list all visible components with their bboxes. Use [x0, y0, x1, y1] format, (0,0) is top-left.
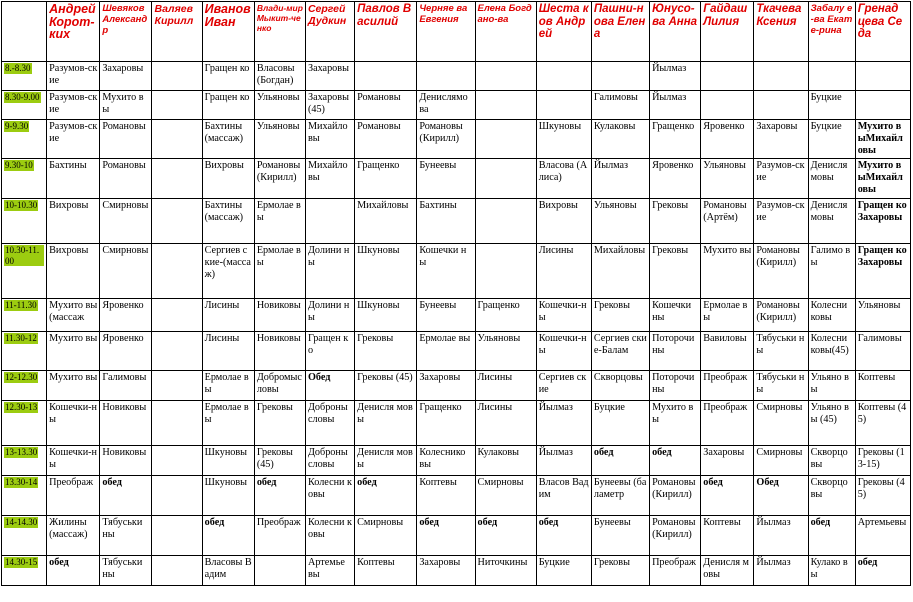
schedule-cell: Мухито вы [650, 401, 701, 446]
schedule-cell: Йылмаз [650, 62, 701, 91]
schedule-cell: Йылмаз [650, 91, 701, 120]
schedule-cell: Мухито вы(массаж [47, 299, 100, 332]
schedule-cell: Скворцовы [591, 371, 649, 401]
time-cell [2, 62, 47, 91]
schedule-cell: Михайловы [355, 199, 417, 244]
table-row [2, 556, 911, 586]
schedule-cell: Яровенко [650, 159, 701, 199]
schedule-cell: Разумов-ские [754, 199, 808, 244]
header-staff-name: Гайдаш Лилия [701, 2, 754, 62]
schedule-cell: Йылмаз [754, 516, 808, 556]
time-cell [2, 299, 47, 332]
schedule-cell [152, 120, 202, 159]
schedule-cell: Лисины [475, 401, 536, 446]
schedule-cell: Вихровы [47, 244, 100, 299]
time-label: 8.30-9.00 [5, 92, 40, 102]
schedule-cell: Бахтины (массаж) [202, 120, 254, 159]
schedule-cell: Сергиев ские [536, 371, 591, 401]
schedule-cell: обед [591, 446, 649, 476]
schedule-cell: Вихровы [47, 199, 100, 244]
schedule-cell: Грековы (45) [855, 476, 910, 516]
time-cell [2, 446, 47, 476]
schedule-cell: Романовы [355, 120, 417, 159]
table-row [2, 120, 911, 159]
time-label: 13.30-14 [5, 477, 38, 487]
schedule-cell: Яровенко [701, 120, 754, 159]
schedule-cell: Лисины [202, 299, 254, 332]
schedule-cell: Грековы [650, 244, 701, 299]
schedule-cell: обед [202, 516, 254, 556]
schedule-cell: Кошечки-ны [536, 332, 591, 371]
schedule-cell: Коптевы [855, 371, 910, 401]
schedule-cell: Ермолае вы [254, 199, 305, 244]
schedule-cell: Тябуськи ны [100, 556, 152, 586]
schedule-cell: Ульяновы [855, 299, 910, 332]
schedule-cell: Ермолае вы [254, 244, 305, 299]
schedule-cell: Ермолае вы [202, 401, 254, 446]
schedule-cell: Кошечки ны [417, 244, 475, 299]
schedule-cell: Буцкие [808, 91, 855, 120]
schedule-cell: Мухито выМихайл овы [855, 159, 910, 199]
schedule-cell: Преображ [701, 401, 754, 446]
time-label: 12.30-13 [5, 402, 38, 412]
schedule-cell: Михайло вы [305, 120, 354, 159]
schedule-cell: Йылмаз [754, 556, 808, 586]
schedule-cell: Романовы (Кирилл) [417, 120, 475, 159]
header-staff-name: Сергей Дудкин [305, 2, 354, 62]
schedule-cell: Поторочи ны [650, 371, 701, 401]
schedule-cell: Смирновы [100, 199, 152, 244]
schedule-cell: Денисля мовы [355, 446, 417, 476]
schedule-cell: Жилины (массаж) [47, 516, 100, 556]
schedule-cell: Вавиловы [701, 332, 754, 371]
schedule-cell: Йылмаз [536, 401, 591, 446]
schedule-cell: Захаровы [100, 62, 152, 91]
schedule-cell: Денисля мовы [701, 556, 754, 586]
schedule-cell: Грековы [355, 332, 417, 371]
schedule-cell: Гращенко [650, 120, 701, 159]
schedule-cell: Грековы (45) [254, 446, 305, 476]
schedule-cell: Захаровы [305, 62, 354, 91]
table-row [2, 62, 911, 91]
schedule-cell: Гращенко [417, 401, 475, 446]
schedule-cell: Смирновы [475, 476, 536, 516]
header-staff-name: Павлов Василий [355, 2, 417, 62]
time-cell [2, 332, 47, 371]
schedule-cell: Денисля мовы [808, 159, 855, 199]
schedule-cell [152, 401, 202, 446]
schedule-cell: Романовы (Кирилл) [254, 159, 305, 199]
schedule-cell: Поторочи ны [650, 332, 701, 371]
table-row [2, 371, 911, 401]
time-cell [2, 371, 47, 401]
schedule-cell: Смирновы [355, 516, 417, 556]
schedule-cell: Яровенко [100, 299, 152, 332]
schedule-cell: Вихровы [536, 199, 591, 244]
schedule-cell: Галимовы [855, 332, 910, 371]
schedule-cell: Денисля мовы [808, 199, 855, 244]
schedule-cell: Преображ [47, 476, 100, 516]
schedule-cell [355, 62, 417, 91]
schedule-cell: Добромыс ловы [254, 371, 305, 401]
schedule-cell: Галимовы [591, 91, 649, 120]
header-staff-name: Шеста ков Андрей [536, 2, 591, 62]
schedule-cell: Шкуновы [355, 299, 417, 332]
schedule-cell: Артемье вы [305, 556, 354, 586]
schedule-cell: обед [47, 556, 100, 586]
schedule-cell: Доброны словы [305, 446, 354, 476]
schedule-cell [701, 91, 754, 120]
schedule-cell: Гращен ко [202, 62, 254, 91]
schedule-cell [536, 91, 591, 120]
schedule-cell: Гращен ко Захаровы [855, 244, 910, 299]
schedule-cell: Коптевы [355, 556, 417, 586]
schedule-cell: Лисины [202, 332, 254, 371]
schedule-cell: Захаровы [701, 446, 754, 476]
schedule-cell: Разумов-ские [754, 159, 808, 199]
schedule-cell: Кошечки-ны [536, 299, 591, 332]
schedule-cell [152, 446, 202, 476]
schedule-cell: обед [701, 476, 754, 516]
schedule-cell: Буцкие [536, 556, 591, 586]
schedule-cell: Бахтины [417, 199, 475, 244]
schedule-cell [152, 371, 202, 401]
time-label: 10.30-11.00 [4, 245, 44, 266]
schedule-cell [152, 516, 202, 556]
table-row [2, 244, 911, 299]
schedule-cell: Разумов-ские [47, 91, 100, 120]
schedule-cell: Гращен ко [202, 91, 254, 120]
schedule-cell: Романовы (Кирилл) [650, 516, 701, 556]
schedule-cell: Михайло вы [305, 159, 354, 199]
schedule-cell: Буцкие [808, 120, 855, 159]
table-row [2, 159, 911, 199]
header-corner [2, 2, 47, 62]
schedule-cell: Скворцо вы [808, 446, 855, 476]
schedule-cell: Колесни ковы [305, 516, 354, 556]
schedule-cell: Колеснико вы [417, 446, 475, 476]
time-cell [2, 120, 47, 159]
time-cell [2, 556, 47, 586]
schedule-cell [152, 556, 202, 586]
table-row [2, 476, 911, 516]
schedule-cell: Колесни ковы [305, 476, 354, 516]
schedule-cell [536, 62, 591, 91]
time-label: 14.30-15 [5, 557, 38, 567]
schedule-cell: Ульяновы [254, 120, 305, 159]
table-row [2, 91, 911, 120]
schedule-cell: Ермолае вы [417, 332, 475, 371]
schedule-cell: Преображ [254, 516, 305, 556]
time-cell [2, 199, 47, 244]
header-staff-name: Валяев Кирилл [152, 2, 202, 62]
schedule-cell: Ульяно вы [808, 371, 855, 401]
schedule-cell [152, 244, 202, 299]
schedule-cell [855, 62, 910, 91]
schedule-cell: обед [100, 476, 152, 516]
schedule-cell: Шкуновы [355, 244, 417, 299]
schedule-cell: Лисины [475, 371, 536, 401]
schedule-cell: Бахтины (массаж) [202, 199, 254, 244]
schedule-cell [475, 62, 536, 91]
schedule-cell [152, 199, 202, 244]
schedule-cell [808, 62, 855, 91]
time-cell [2, 516, 47, 556]
schedule-cell: Новиковы [254, 299, 305, 332]
schedule-cell: Мухито вы [701, 244, 754, 299]
schedule-cell: Романовы (Кирилл) [650, 476, 701, 516]
schedule-cell: Галимо вы [808, 244, 855, 299]
schedule-cell: Кошечки-ны [47, 446, 100, 476]
schedule-cell: Шкуновы [202, 476, 254, 516]
schedule-cell: Мухито вы [47, 332, 100, 371]
schedule-cell: Коптевы [417, 476, 475, 516]
schedule-cell: Грековы [650, 199, 701, 244]
schedule-cell: Смирновы [754, 446, 808, 476]
schedule-cell: Власовы Вадим [202, 556, 254, 586]
schedule-cell: Ульяновы [591, 199, 649, 244]
schedule-cell: Захаровы [754, 120, 808, 159]
schedule-cell [254, 556, 305, 586]
schedule-cell: Денисля мовы [355, 401, 417, 446]
schedule-cell: Романовы [100, 120, 152, 159]
schedule-cell [475, 91, 536, 120]
schedule-cell: Ульяновы [475, 332, 536, 371]
schedule-cell: Лисины [536, 244, 591, 299]
schedule-cell: Артемьевы [855, 516, 910, 556]
schedule-cell: Тябуськи ны [754, 371, 808, 401]
schedule-cell: Романовы (Кирилл) [754, 244, 808, 299]
schedule-cell: Захаровы (45) [305, 91, 354, 120]
schedule-cell: Кулаковы [591, 120, 649, 159]
time-cell [2, 244, 47, 299]
table-row [2, 401, 911, 446]
schedule-cell: Кошечки ны [650, 299, 701, 332]
schedule-cell: Бунеевы [591, 516, 649, 556]
schedule-cell: Мухито вы [47, 371, 100, 401]
schedule-cell: Романовы (Артём) [701, 199, 754, 244]
schedule-cell: Шкуновы [536, 120, 591, 159]
schedule-cell: Ермолае вы [701, 299, 754, 332]
schedule-cell [475, 159, 536, 199]
schedule-cell: Галимовы [100, 371, 152, 401]
schedule-cell [152, 332, 202, 371]
header-row [2, 2, 911, 62]
schedule-cell: Обед [754, 476, 808, 516]
schedule-cell: Бунеевы [417, 159, 475, 199]
time-label: 9.30-10 [5, 160, 33, 170]
schedule-cell: Бахтины [47, 159, 100, 199]
header-staff-name: Юнусо-ва Анна [650, 2, 701, 62]
schedule-cell [152, 62, 202, 91]
schedule-cell: Скворцо вы [808, 476, 855, 516]
header-staff-name: Андрей Корот-ких [47, 2, 100, 62]
schedule-cell: Колесни ковы(45) [808, 332, 855, 371]
schedule-cell [152, 159, 202, 199]
schedule-cell: Тябуськи ны [100, 516, 152, 556]
schedule-cell: Кошечки-ны [47, 401, 100, 446]
schedule-cell [417, 62, 475, 91]
schedule-cell: Романовы [100, 159, 152, 199]
schedule-cell: Бунеевы (баламетр [591, 476, 649, 516]
schedule-cell: Колесни ковы [808, 299, 855, 332]
schedule-cell: Новиковы [100, 446, 152, 476]
schedule-cell [152, 91, 202, 120]
schedule-cell: Обед [305, 371, 354, 401]
schedule-cell [152, 476, 202, 516]
schedule-cell: Яровенко [100, 332, 152, 371]
schedule-cell: Ниточкины [475, 556, 536, 586]
schedule-body [2, 62, 911, 586]
schedule-cell: Разумов-ские [47, 62, 100, 91]
header-staff-name: Ткачева Ксения [754, 2, 808, 62]
schedule-cell: Кулако вы [808, 556, 855, 586]
schedule-cell: Денислямо ва [417, 91, 475, 120]
schedule-cell: Ульяновы [254, 91, 305, 120]
schedule-cell: Грековы (13-15) [855, 446, 910, 476]
schedule-cell: Сергиев ские-Балам [591, 332, 649, 371]
schedule-cell: Кулаковы [475, 446, 536, 476]
schedule-cell: Ульяно вы (45) [808, 401, 855, 446]
schedule-cell: Романовы [355, 91, 417, 120]
schedule-cell: Захаровы [417, 371, 475, 401]
schedule-cell: Гращенко [475, 299, 536, 332]
schedule-cell [701, 62, 754, 91]
time-label: 9-9.30 [5, 121, 29, 131]
schedule-cell: Долини ны [305, 299, 354, 332]
schedule-cell: обед [855, 556, 910, 586]
time-cell [2, 476, 47, 516]
time-label: 8.-8.30 [5, 63, 31, 73]
schedule-cell: Смирновы [100, 244, 152, 299]
schedule-cell [754, 91, 808, 120]
time-label: 13-13.30 [5, 447, 38, 457]
schedule-cell: Йылмаз [591, 159, 649, 199]
time-label: 10-10.30 [5, 200, 38, 210]
schedule-cell: обед [536, 516, 591, 556]
schedule-cell: Буцкие [591, 401, 649, 446]
schedule-cell: обед [650, 446, 701, 476]
schedule-cell: Новиковы [254, 332, 305, 371]
schedule-cell: Коптевы (45) [855, 401, 910, 446]
schedule-cell [855, 91, 910, 120]
schedule-cell [754, 62, 808, 91]
schedule-cell: Мухито выМихайл овы [855, 120, 910, 159]
schedule-cell: Сергиев ские-(массаж) [202, 244, 254, 299]
schedule-cell: Долини ны [305, 244, 354, 299]
schedule-cell: Романовы (Кирилл) [754, 299, 808, 332]
schedule-cell [475, 120, 536, 159]
time-label: 11-11.30 [5, 300, 37, 310]
header-staff-name: Иванов Иван [202, 2, 254, 62]
schedule-cell: Смирновы [754, 401, 808, 446]
schedule-cell: Захаровы [417, 556, 475, 586]
table-row [2, 299, 911, 332]
schedule-cell: обед [254, 476, 305, 516]
table-row [2, 332, 911, 371]
schedule-cell: Гращен ко Захаровы [855, 199, 910, 244]
schedule-cell: Грековы [591, 299, 649, 332]
time-label: 14-14.30 [5, 517, 38, 527]
schedule-cell: Грековы (45) [355, 371, 417, 401]
schedule-cell: Йылмаз [536, 446, 591, 476]
schedule-cell: обед [355, 476, 417, 516]
time-cell [2, 401, 47, 446]
schedule-cell: Бунеевы [417, 299, 475, 332]
header-staff-name: Гренад цева Седа [855, 2, 910, 62]
schedule-cell: Гращенко [355, 159, 417, 199]
time-label: 11.30-12 [5, 333, 37, 343]
schedule-cell: Разумов-ские [47, 120, 100, 159]
schedule-cell: обед [475, 516, 536, 556]
schedule-cell [475, 244, 536, 299]
time-cell [2, 91, 47, 120]
header-staff-name: Шевяков Александр [100, 2, 152, 62]
table-row [2, 199, 911, 244]
header-staff-name: Елена Богдано-ва [475, 2, 536, 62]
time-cell [2, 159, 47, 199]
schedule-cell: Гращен ко [305, 332, 354, 371]
schedule-cell: Власовы (Богдан) [254, 62, 305, 91]
schedule-cell: Вихровы [202, 159, 254, 199]
schedule-cell: Новиковы [100, 401, 152, 446]
schedule-cell: Преображ [650, 556, 701, 586]
schedule-cell: Грековы [254, 401, 305, 446]
schedule-cell: Мухито вы [100, 91, 152, 120]
schedule-cell: обед [808, 516, 855, 556]
schedule-cell: Михайловы [591, 244, 649, 299]
schedule-cell [591, 62, 649, 91]
table-row [2, 516, 911, 556]
schedule-cell: Преображ [701, 371, 754, 401]
header-staff-name: Влади-мир Мыкит-ченко [254, 2, 305, 62]
schedule-cell: Грековы [591, 556, 649, 586]
schedule-table [1, 1, 911, 586]
schedule-cell: Шкуновы [202, 446, 254, 476]
schedule-cell: Тябуськи ны [754, 332, 808, 371]
header-staff-name: Черняе ва Евгения [417, 2, 475, 62]
schedule-cell: обед [417, 516, 475, 556]
header-staff-name: Пашни-нова Елена [591, 2, 649, 62]
schedule-cell: Коптевы [701, 516, 754, 556]
table-row [2, 446, 911, 476]
schedule-cell [305, 199, 354, 244]
schedule-cell [152, 299, 202, 332]
schedule-cell: Ермолае вы [202, 371, 254, 401]
schedule-cell: Власова (Алиса) [536, 159, 591, 199]
schedule-cell: Доброны словы [305, 401, 354, 446]
header-staff-name: Забалу е-ва Екате-рина [808, 2, 855, 62]
time-label: 12-12.30 [5, 372, 38, 382]
schedule-cell: Ульяновы [701, 159, 754, 199]
schedule-cell [475, 199, 536, 244]
schedule-cell: Власов Вадим [536, 476, 591, 516]
